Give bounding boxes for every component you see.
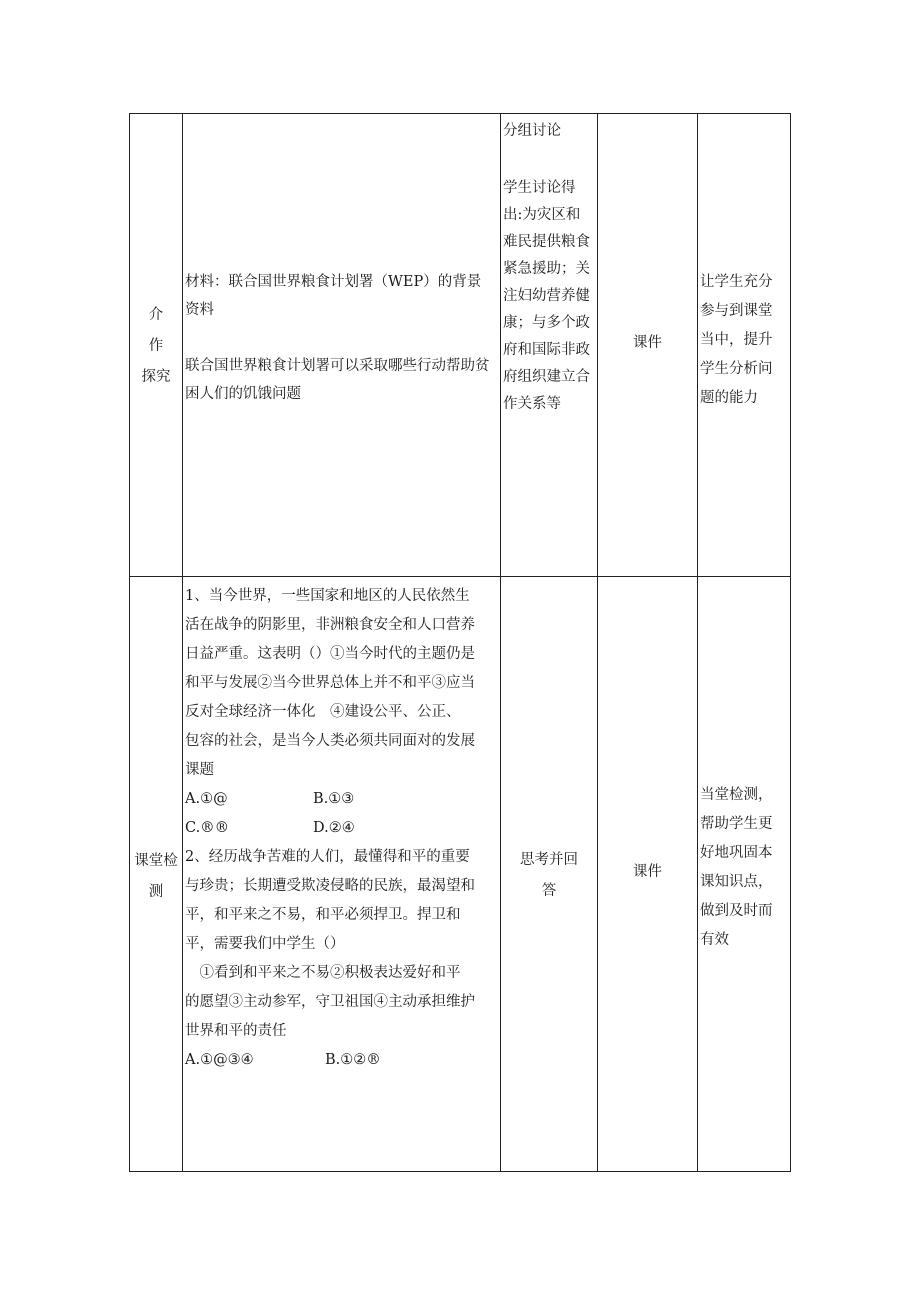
table-border-left: [129, 113, 130, 1172]
option-row: A.①@ B.①③: [185, 791, 355, 807]
material-text: 材料：联合国世界粮食计划署（WEP）的背景资料: [185, 274, 482, 318]
table-row-divider: [129, 576, 791, 577]
design-purpose-1: 让学生充分 参与到课堂 当中，提升 学生分析问 题的能力: [700, 274, 773, 406]
stage-label-quiz: 课堂检 测: [134, 853, 178, 900]
table-border-right: [790, 113, 791, 1172]
question-text: 联合国世界粮食计划署可以采取哪些行动帮助贫困人们的饥饿问题: [185, 358, 490, 402]
media-courseware-2: 课件: [633, 864, 662, 880]
table-col-divider: [500, 113, 501, 1172]
table-col-divider: [182, 113, 183, 1172]
activity-heading: 分组讨论: [503, 123, 561, 139]
student-activity-answer: 思考并回 答: [520, 852, 578, 899]
option-row: A.①@③④ B.①②®: [185, 1052, 381, 1068]
table-border-top: [129, 113, 791, 114]
option-row: C.®® D.②④: [185, 820, 355, 836]
media-courseware-1: 课件: [633, 335, 662, 351]
design-purpose-2: 当堂检测， 帮助学生更 好地巩固本 课知识点， 做到及时而 有效: [700, 787, 773, 948]
stage-label-explore: 介 作 探究: [141, 307, 171, 385]
question-1: 1、当今世界，一些国家和地区的人民依然生 活在战争的阴影里，非洲粮食安全和人口营养 日益严重。这表明（）①当今时代的主题仍是 和平与发展②当今世界总体上并不和平③应当 反对全球经济一体化 ④建设公平、公正、 包容的社会，是当今人类必须共同面对的发展 课题 A.①@ B.①③ C.®® D.②④: [185, 582, 497, 843]
quiz-questions: [185, 582, 497, 1075]
question-2: 2、经历战争苦难的人们，最懂得和平的重要 与珍贵；长期遭受欺凌侵略的民族，最渴望和 平，和平来之不易，和平必须捍卫。捍卫和 平，需要我们中学生（） ①看到和平来之不易②积极表达爱好和平 的愿望③主动参军，守卫祖国④主动承担维护 世界和平的责任 A.①@③④ B.①②®: [185, 843, 497, 1075]
student-activity-discussion: 分组讨论 学生讨论得 出:为灾区和 难民提供粮食 紧急援助；关 注妇幼营养健 康；与多个政 府和国际非政 府组织建立合 作关系等: [503, 118, 598, 418]
explore-content: [185, 268, 495, 408]
table-col-divider: [697, 113, 698, 1172]
table-border-bottom: [129, 1171, 791, 1172]
